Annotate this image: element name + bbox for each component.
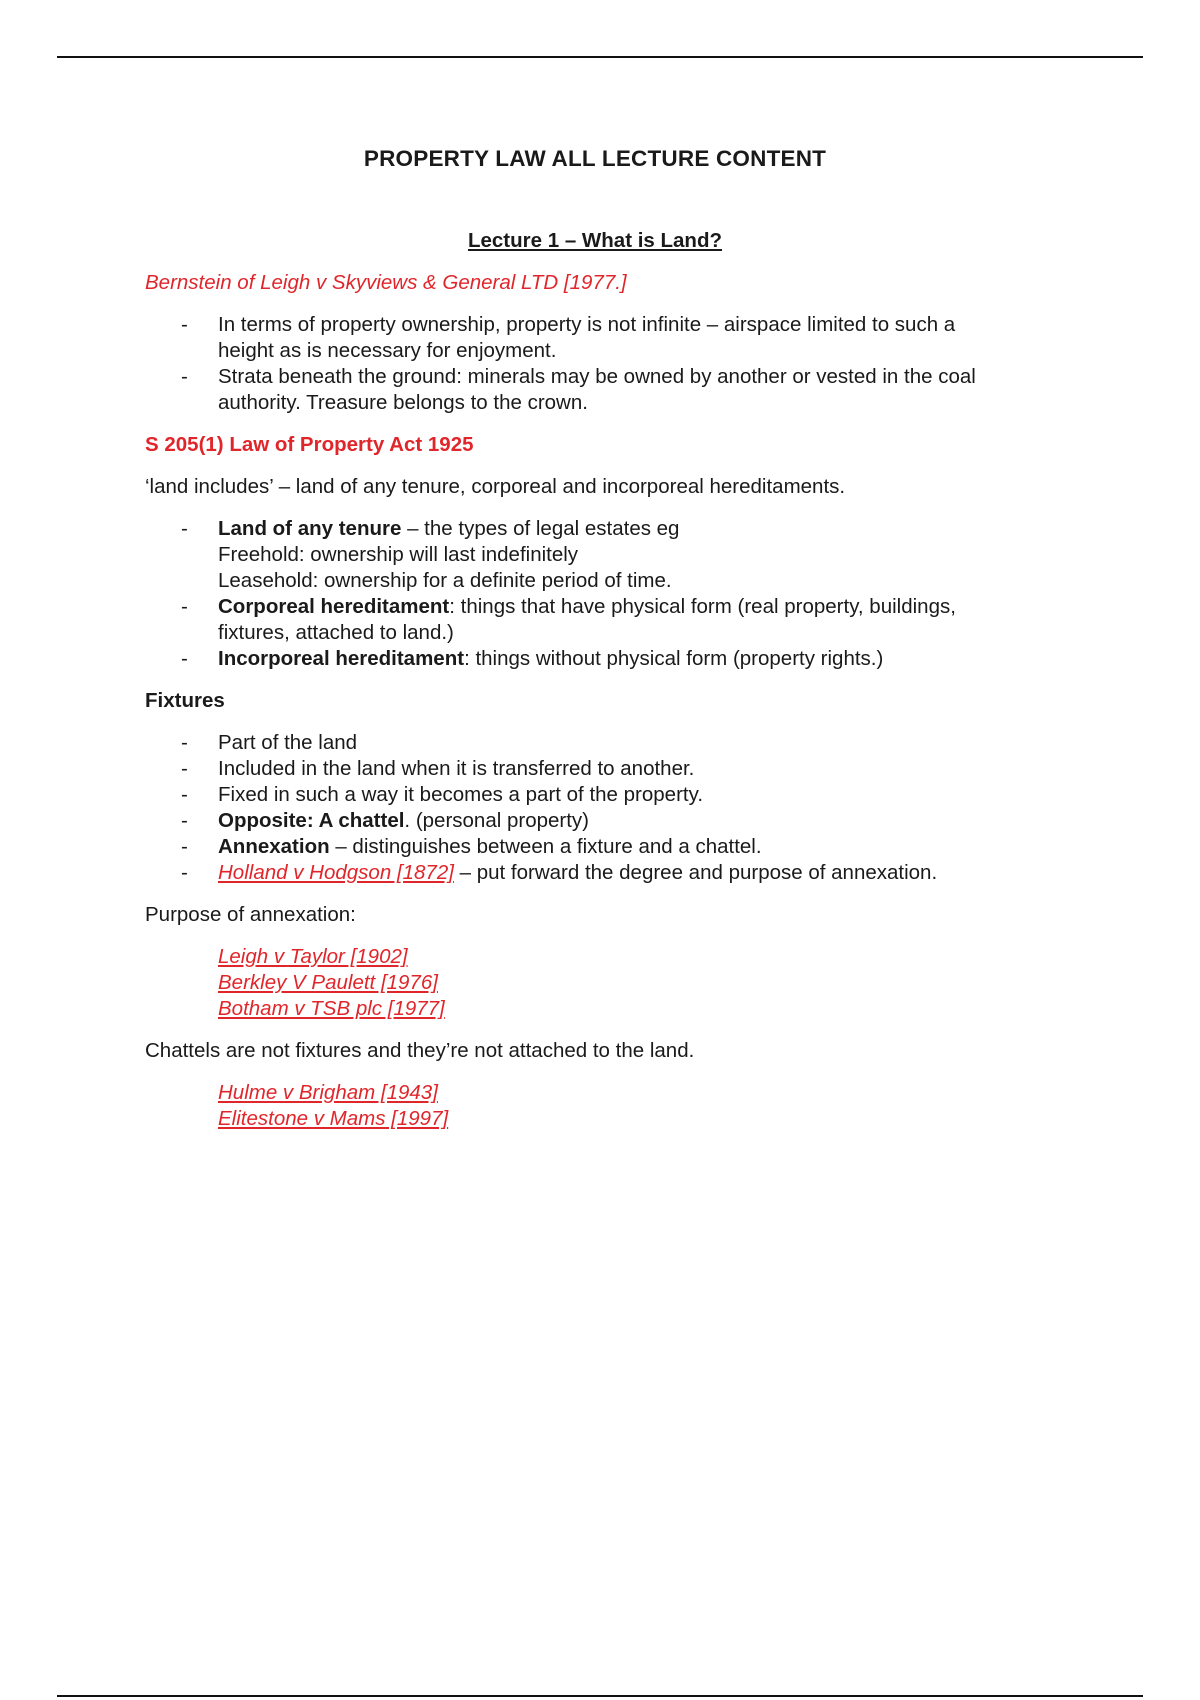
list-item: - Strata beneath the ground: minerals may be owned by another or vested in the coal authority. Treasure belongs to the crown. — [145, 364, 1045, 416]
fixtures-list — [145, 730, 1045, 886]
list-item: - Holland v Hodgson [1872] – put forward the degree and purpose of annexation. — [145, 860, 1045, 886]
case-heading-bernstein: Bernstein of Leigh v Skyviews & General LTD [1977.] — [145, 271, 627, 294]
list-item-incorporeal: - Incorporeal hereditament: things without physical form (property rights.) — [145, 646, 1045, 672]
list-item: - Opposite: A chattel. (personal property) — [145, 808, 1045, 834]
land-includes-text: ‘land includes’ – land of any tenure, corporeal and incorporeal hereditaments. — [145, 475, 846, 498]
chattels-text: Chattels are not fixtures and they’re not attached to the land. — [145, 1039, 695, 1062]
case-link-botham[interactable]: Botham v TSB plc [1977] — [218, 997, 445, 1020]
case-link-berkley[interactable]: Berkley V Paulett [1976] — [218, 971, 438, 994]
list-item-corporeal: - Corporeal hereditament: things that have physical form (real property, buildings, fixtures, attached to land.) — [145, 594, 1045, 646]
list-item-tenure: - Land of any tenure – the types of legal estates eg Freehold: ownership will last indefinitely Leasehold: ownership for a definite period of time. — [145, 516, 1045, 594]
list-item: - Fixed in such a way it becomes a part of the property. — [145, 782, 1045, 808]
list-item: - Annexation – distinguishes between a fixture and a chattel. — [145, 834, 1045, 860]
fixtures-heading: Fixtures — [145, 689, 225, 712]
top-rule — [57, 56, 1143, 58]
bottom-rule — [57, 1695, 1143, 1697]
list-item: - Included in the land when it is transferred to another. — [145, 756, 1045, 782]
purpose-case-list — [145, 944, 1045, 1022]
lecture-heading: Lecture 1 – What is Land? — [467, 229, 723, 252]
purpose-label: Purpose of annexation: — [145, 903, 356, 926]
list-item: - In terms of property ownership, property is not infinite – airspace limited to such a height as is necessary for enjoyment. — [145, 312, 1045, 364]
list-item: - Part of the land — [145, 730, 1045, 756]
bernstein-points — [145, 312, 1045, 416]
case-link-hulme[interactable]: Hulme v Brigham [1943] — [218, 1081, 438, 1104]
case-link-leigh[interactable]: Leigh v Taylor [1902] — [218, 945, 408, 968]
statute-heading: S 205(1) Law of Property Act 1925 — [145, 433, 474, 456]
document-title: PROPERTY LAW ALL LECTURE CONTENT — [363, 146, 827, 171]
document-page — [145, 140, 1045, 1132]
hereditament-list — [145, 516, 1045, 672]
case-link-elitestone[interactable]: Elitestone v Mams [1997] — [218, 1107, 449, 1130]
chattel-case-list — [145, 1080, 1045, 1132]
case-link-holland[interactable]: Holland v Hodgson [1872] — [218, 861, 454, 884]
